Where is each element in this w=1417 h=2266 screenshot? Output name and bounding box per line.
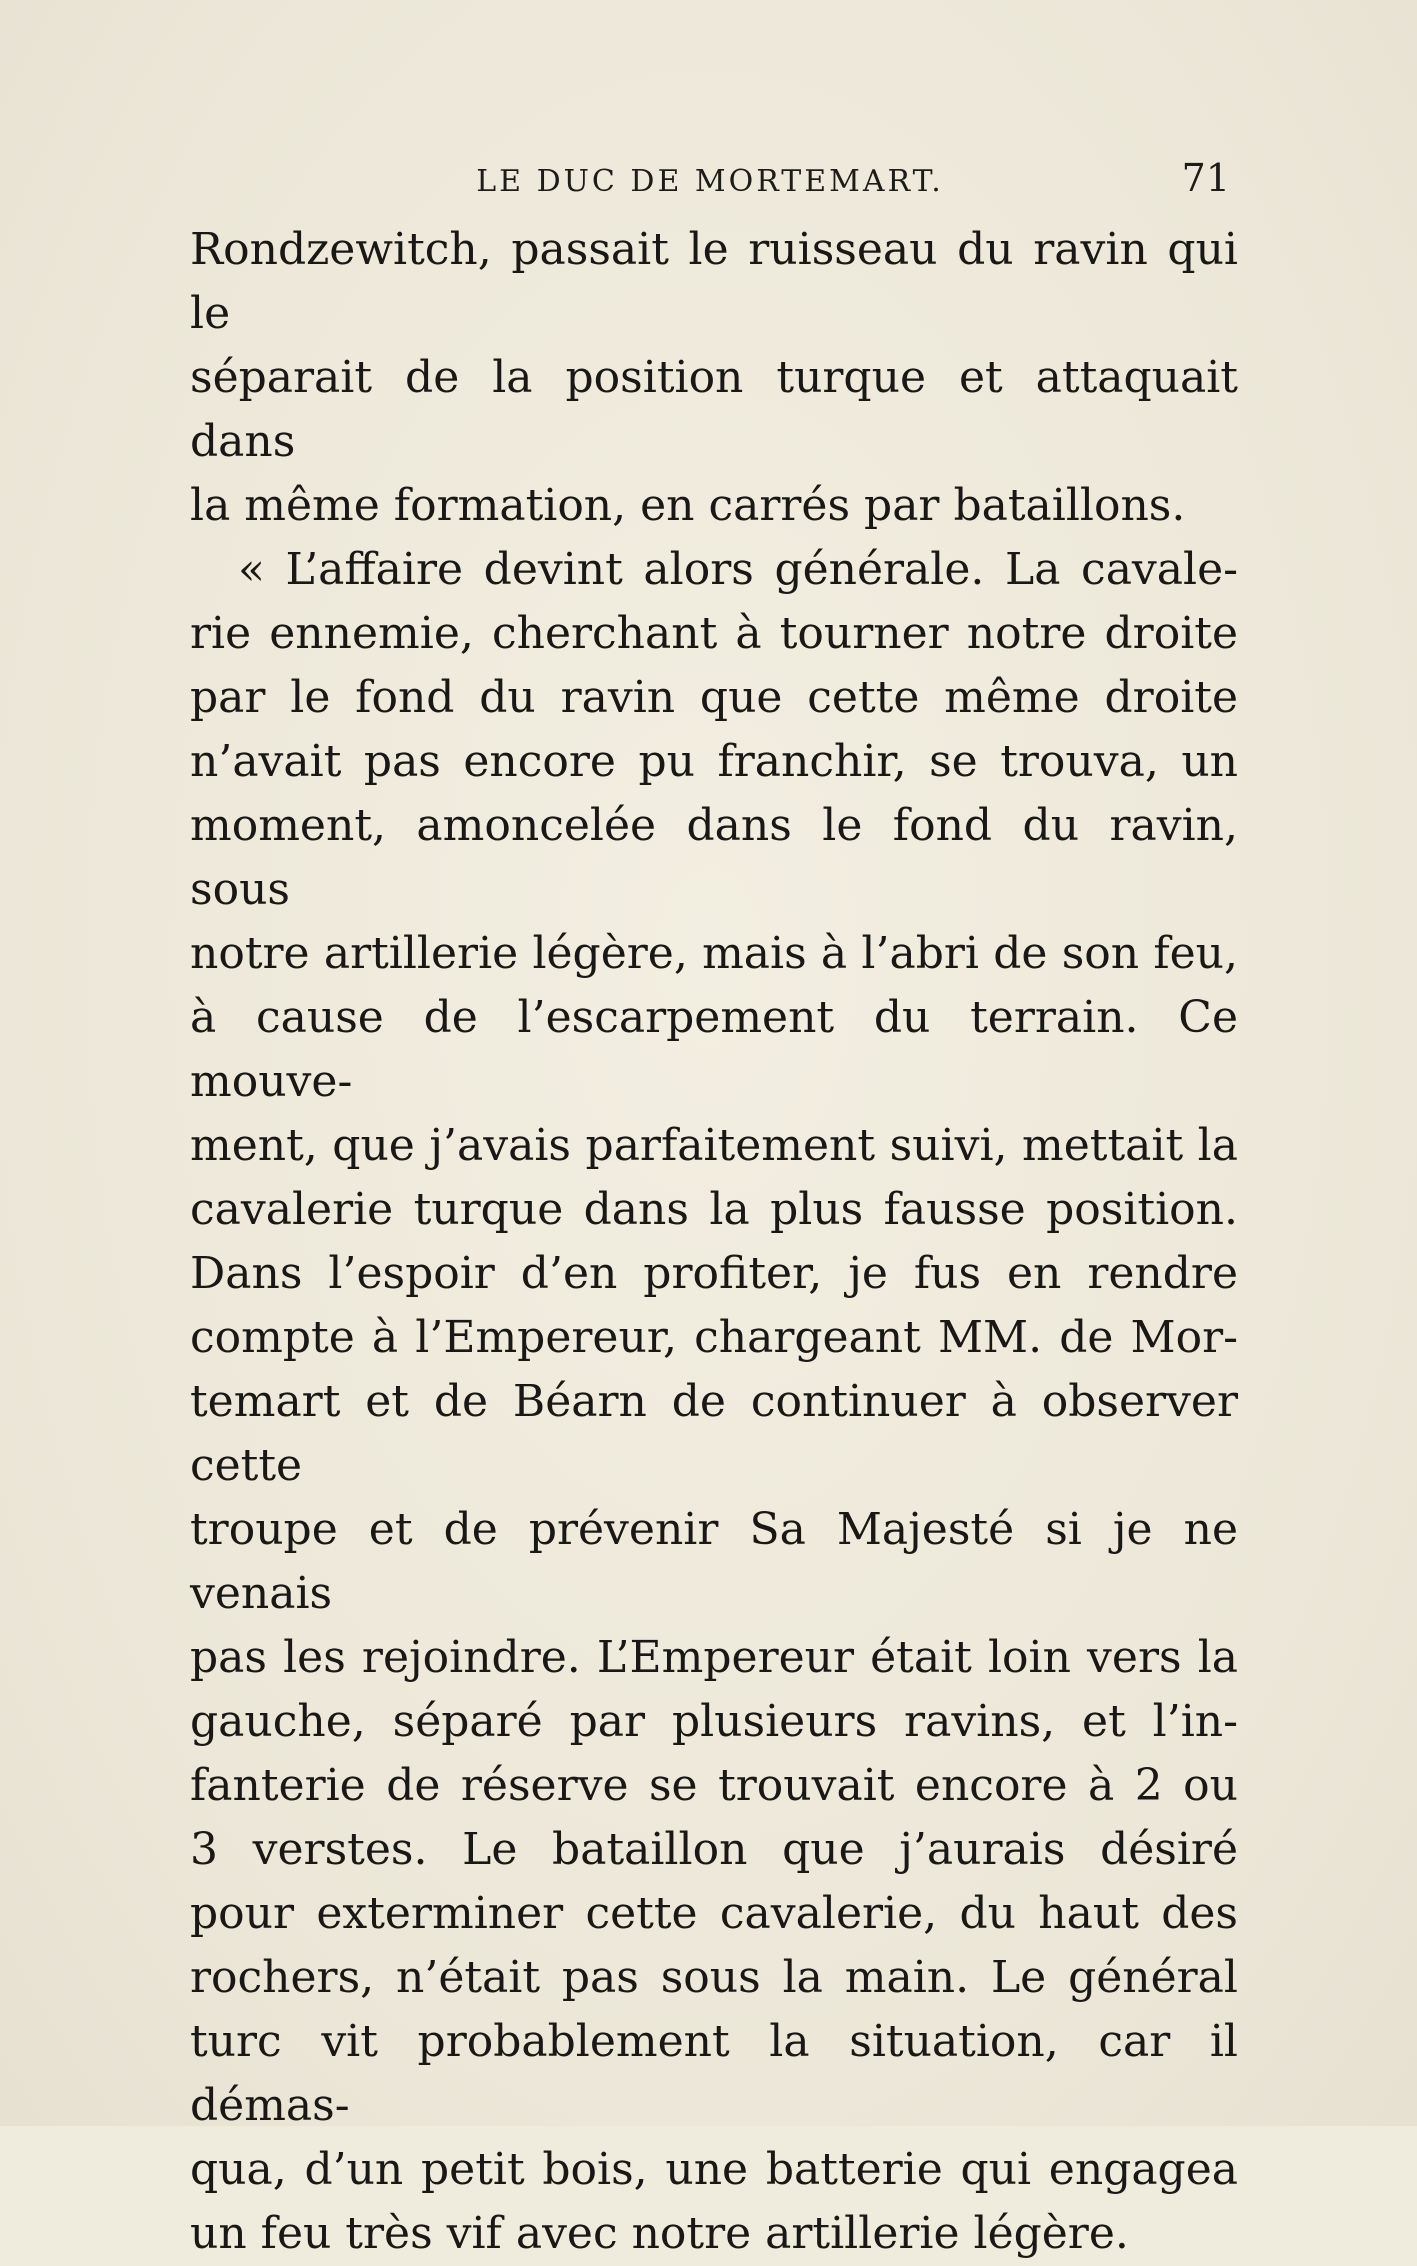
text-line: par le fond du ravin que cette même droite bbox=[190, 672, 1238, 723]
page-number: 71 bbox=[1181, 156, 1230, 200]
text-line: compte à l’Empereur, chargeant MM. de Mor- bbox=[190, 1312, 1238, 1363]
text-line: à cause de l’escarpement du terrain. Ce mouve- bbox=[190, 992, 1238, 1107]
text-line: ment, que j’avais parfaitement suivi, mettait la bbox=[190, 1120, 1238, 1171]
text-line: pas les rejoindre. L’Empereur était loin vers la bbox=[190, 1632, 1238, 1683]
text-line: Dans l’espoir d’en profiter, je fus en rendre bbox=[190, 1248, 1238, 1299]
text-line: pour exterminer cette cavalerie, du haut des bbox=[190, 1888, 1238, 1939]
text-line: un feu très vif avec notre artillerie légère. bbox=[190, 2208, 1129, 2259]
text-line: la même formation, en carrés par bataillons. bbox=[190, 480, 1186, 531]
text-line: 3 verstes. Le bataillon que j’aurais désiré bbox=[190, 1824, 1238, 1875]
text-line: turc vit probablement la situation, car il démas- bbox=[190, 2016, 1238, 2131]
text-line: Rondzewitch, passait le ruisseau du ravin qui le bbox=[190, 224, 1238, 339]
body-text bbox=[190, 218, 1238, 2266]
text-line: gauche, séparé par plusieurs ravins, et l’in- bbox=[190, 1696, 1238, 1747]
text-line: rie ennemie, cherchant à tourner notre droite bbox=[190, 608, 1238, 659]
text-line: notre artillerie légère, mais à l’abri de son feu, bbox=[190, 928, 1238, 979]
text-line: qua, d’un petit bois, une batterie qui engagea bbox=[190, 2144, 1238, 2195]
text-line: temart et de Béarn de continuer à observer cette bbox=[190, 1376, 1238, 1491]
running-head: LE DUC DE MORTEMART. bbox=[476, 164, 944, 199]
text-line: rochers, n’était pas sous la main. Le général bbox=[190, 1952, 1238, 2003]
text-line: séparait de la position turque et attaquait dans bbox=[190, 352, 1238, 467]
text-line: fanterie de réserve se trouvait encore à 2 ou bbox=[190, 1760, 1238, 1811]
text-line: « L’affaire devint alors générale. La cavale- bbox=[238, 544, 1238, 595]
page-header bbox=[190, 150, 1230, 210]
text-line: n’avait pas encore pu franchir, se trouva, un bbox=[190, 736, 1238, 787]
text-line: moment, amoncelée dans le fond du ravin, sous bbox=[190, 800, 1238, 915]
text-line: troupe et de prévenir Sa Majesté si je ne venais bbox=[190, 1504, 1238, 1619]
text-line: cavalerie turque dans la plus fausse position. bbox=[190, 1184, 1238, 1235]
